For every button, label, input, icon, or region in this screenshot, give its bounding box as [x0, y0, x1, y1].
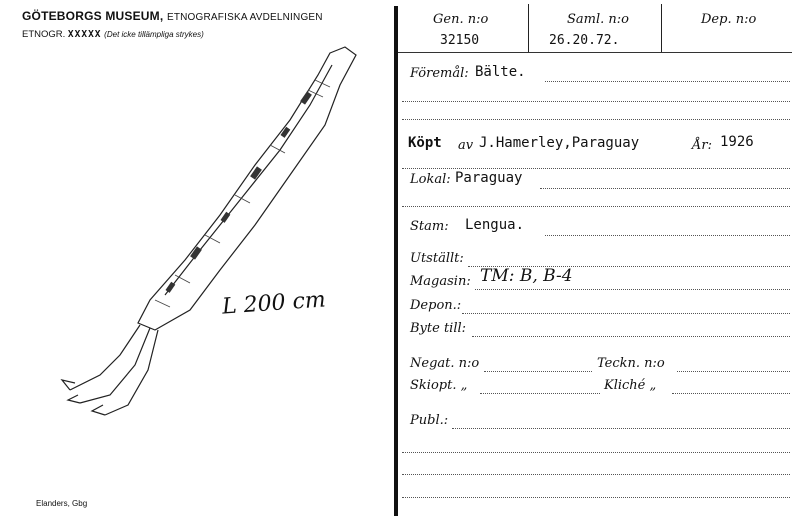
- dotted-line: [402, 100, 790, 102]
- dotted-line: [402, 473, 790, 475]
- lokal-label: Lokal:: [410, 172, 451, 187]
- dotted-line: [402, 118, 790, 120]
- dept-note: (Det icke tillämpliga strykes): [104, 30, 204, 39]
- ar-label: År:: [692, 138, 712, 153]
- depon-label: Depon.:: [410, 298, 462, 313]
- byte-label: Byte till:: [410, 321, 467, 336]
- dotted-line: [677, 370, 790, 372]
- dotted-line: [480, 392, 600, 394]
- gen-label: Gen. n:o: [433, 12, 489, 27]
- negat-label: Negat. n:o: [410, 356, 480, 371]
- magasin-value: TM: B, B-4: [480, 266, 573, 286]
- museum-title: GÖTEBORGS MUSEUM,: [22, 9, 164, 23]
- teckn-label: Teckn. n:o: [597, 356, 665, 371]
- kopt-label: av: [458, 138, 474, 153]
- column-divider-1: [528, 4, 529, 52]
- dept-prefix: ETNOGR.: [22, 29, 66, 40]
- museum-name: [22, 9, 323, 23]
- card-divider: [394, 6, 398, 516]
- magasin-label: Magasin:: [410, 274, 471, 289]
- publ-label: Publ.:: [410, 413, 449, 428]
- top-rule: [398, 52, 792, 53]
- kopt-typed: Köpt: [408, 135, 442, 151]
- dotted-line: [472, 335, 790, 337]
- dep-label: Dep. n:o: [701, 12, 757, 27]
- foremal-label: Föremål:: [410, 66, 469, 81]
- column-divider-2: [661, 4, 662, 52]
- foremal-value: Bälte.: [475, 64, 526, 80]
- length-annotation: L 200 cm: [221, 287, 327, 320]
- dotted-line: [402, 451, 790, 453]
- dotted-line: [545, 234, 790, 236]
- dotted-line: [672, 392, 790, 394]
- belt-drawing: [40, 45, 370, 425]
- dotted-line: [402, 167, 790, 169]
- saml-value: 26.20.72.: [549, 33, 620, 48]
- ar-value: 1926: [720, 134, 754, 150]
- dotted-line: [545, 80, 790, 82]
- kopt-value: J.Hamerley,Paraguay: [479, 135, 640, 151]
- saml-label: Saml. n:o: [567, 12, 629, 27]
- kliche-label: Kliché „: [604, 378, 657, 393]
- stam-value: Lengua.: [465, 217, 525, 233]
- dotted-line: [475, 288, 790, 290]
- department-line: [22, 29, 204, 40]
- dotted-line: [402, 496, 790, 498]
- printer-credit: Elanders, Gbg: [36, 499, 88, 508]
- lokal-value: Paraguay: [455, 170, 523, 186]
- museum-department: ETNOGRAFISKA AVDELNINGEN: [166, 12, 323, 23]
- dotted-line: [402, 205, 790, 207]
- gen-value: 32150: [440, 33, 480, 48]
- dotted-line: [452, 427, 790, 429]
- dotted-line: [462, 312, 790, 314]
- dotted-line: [540, 187, 790, 189]
- utstallt-label: Utställt:: [410, 251, 464, 266]
- dotted-line: [484, 370, 592, 372]
- skiopt-label: Skiopt. „: [410, 378, 468, 393]
- dept-struck: XXXXX: [67, 29, 102, 40]
- stam-label: Stam:: [410, 219, 449, 234]
